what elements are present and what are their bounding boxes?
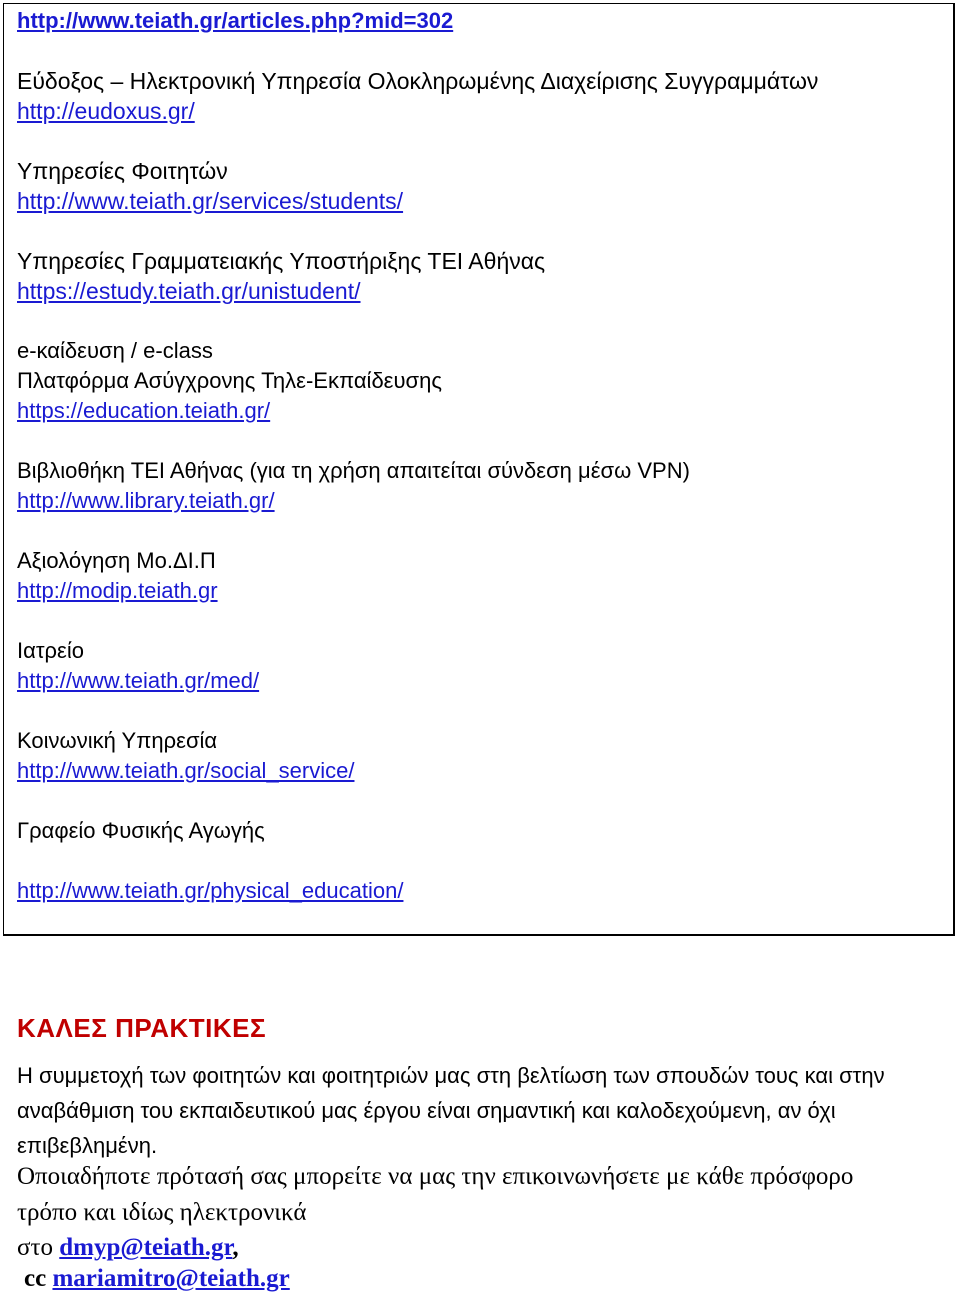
- good-practices-paragraph: Η συμμετοχή των φοιτητών και φοιτητριών μας στη βελτίωση των σπουδών τους και στην αναβάθμιση του εκπαιδευτικού μας έργου είναι σημαντική και καλοδεχούμενη, αν όχι επιβεβλημένη.: [17, 1063, 885, 1158]
- physical-education-link[interactable]: http://www.teiath.gr/physical_education/: [17, 878, 404, 903]
- email-separator: ,: [232, 1234, 239, 1261]
- physical-education-title: Γραφείο Φυσικής Αγωγής: [17, 818, 265, 843]
- eudoxus-link[interactable]: http://eudoxus.gr/: [17, 98, 195, 124]
- secretariat-link[interactable]: https://estudy.teiath.gr/unistudent/: [17, 278, 361, 304]
- eclass-title: e-καίδευση / e-class: [17, 338, 213, 363]
- library-link[interactable]: http://www.library.teiath.gr/: [17, 488, 275, 513]
- email-primary-link[interactable]: dmyp@teiath.gr: [59, 1234, 233, 1261]
- medical-link[interactable]: http://www.teiath.gr/med/: [17, 668, 260, 693]
- social-service-link[interactable]: http://www.teiath.gr/social_service/: [17, 758, 355, 783]
- secretariat-title: Υπηρεσίες Γραμματειακής Υποστήριξης ΤΕΙ Αθήνας: [17, 248, 546, 274]
- good-practices-heading: ΚΑΛΕΣ ΠΡΑΚΤΙΚΕΣ: [17, 1013, 267, 1043]
- cc-label: cc: [24, 1265, 47, 1292]
- contact-prefix: στο: [17, 1234, 54, 1261]
- modip-title: Αξιολόγηση Μο.ΔΙ.Π: [17, 548, 216, 573]
- contact-line-1: Οποιαδήποτε πρότασή σας μπορείτε να μας την επικοινωνήσετε με κάθε πρόσφορο: [17, 1163, 854, 1190]
- medical-title: Ιατρείο: [17, 638, 84, 663]
- modip-link[interactable]: http://modip.teiath.gr: [17, 578, 218, 603]
- email-cc-link[interactable]: mariamitro@teiath.gr: [52, 1265, 290, 1292]
- contact-line-2: τρόπο και ιδίως ηλεκτρονικά: [17, 1199, 307, 1226]
- library-title: Βιβλιοθήκη ΤΕΙ Αθήνας (για τη χρήση απαιτείται σύνδεση μέσω VPN): [17, 458, 690, 483]
- student-services-title: Υπηρεσίες Φοιτητών: [17, 158, 228, 184]
- eclass-link[interactable]: https://education.teiath.gr/: [17, 398, 271, 423]
- eudoxus-title: Εύδοξος – Ηλεκτρονική Υπηρεσία Ολοκληρωμένης Διαχείρισης Συγγραμμάτων: [17, 68, 819, 94]
- student-services-link[interactable]: http://www.teiath.gr/services/students/: [17, 188, 404, 214]
- top-link[interactable]: http://www.teiath.gr/articles.php?mid=302: [17, 8, 454, 33]
- contact-line-3: [17, 1235, 239, 1260]
- social-service-title: Κοινωνική Υπηρεσία: [17, 728, 218, 753]
- contact-line-4: [24, 1266, 290, 1291]
- eclass-subtitle: Πλατφόρμα Ασύγχρονης Τηλε-Εκπαίδευσης: [17, 368, 442, 393]
